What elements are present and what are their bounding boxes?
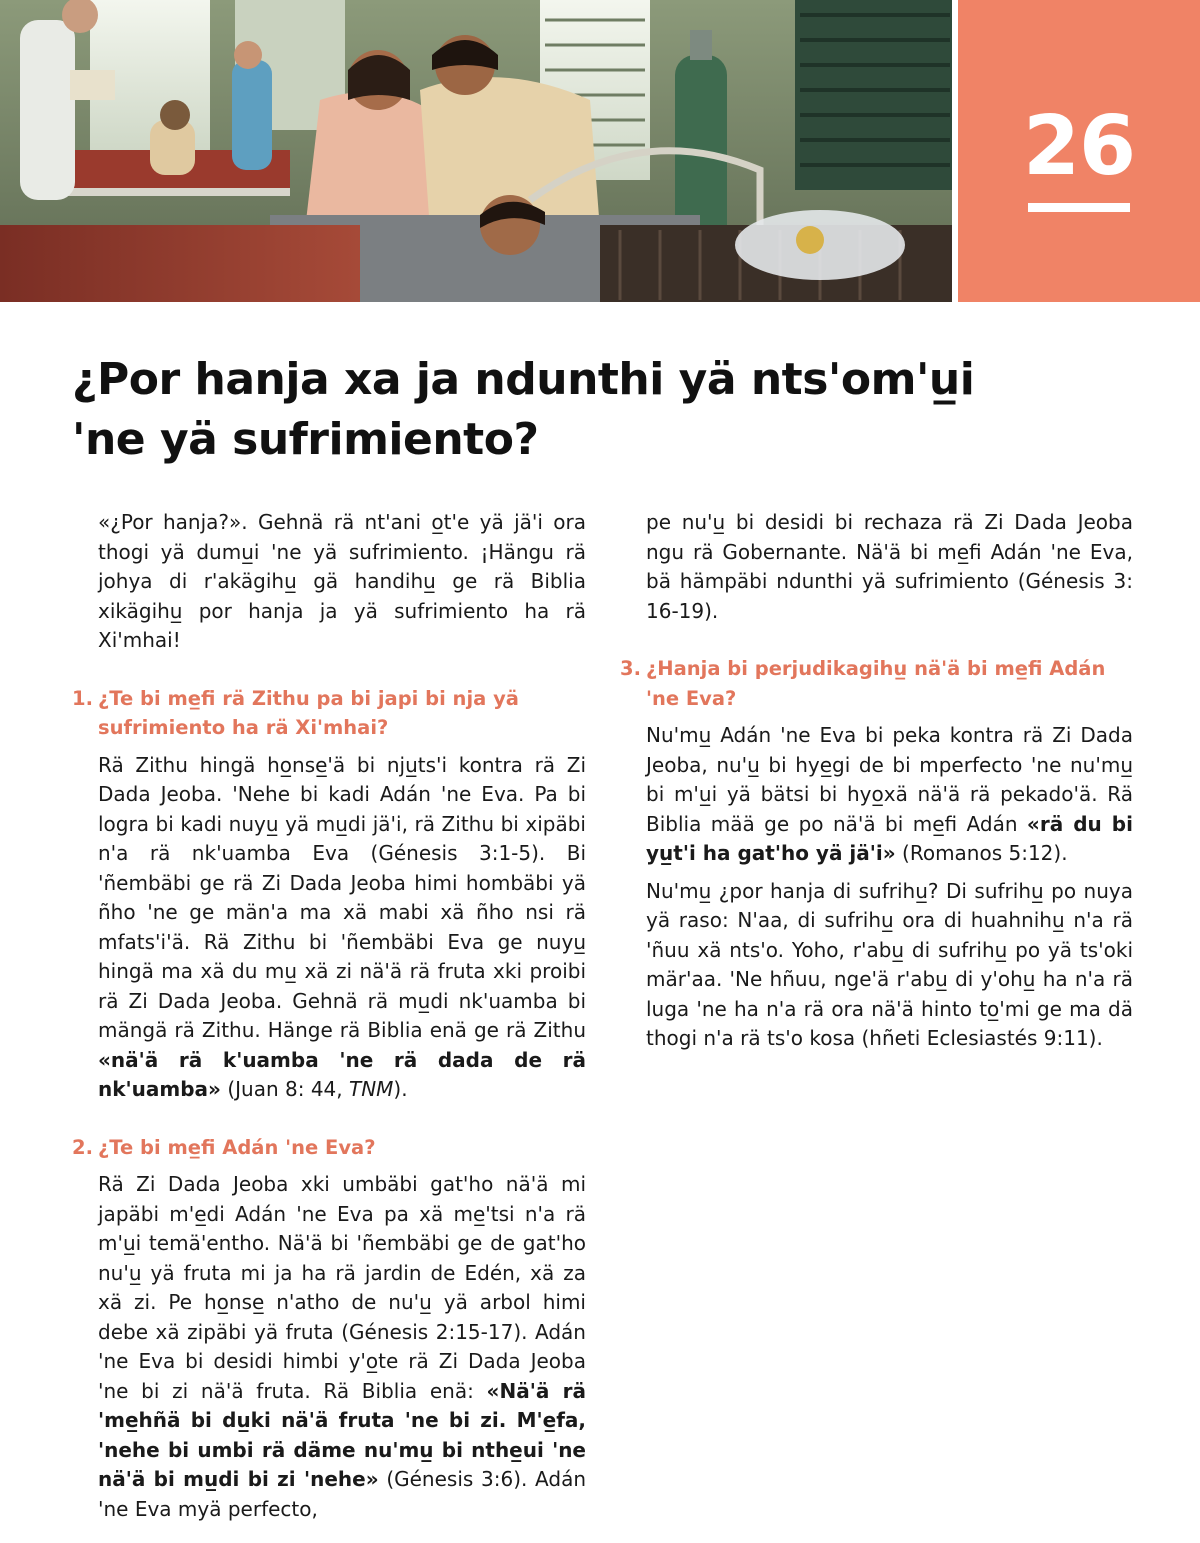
page-title	[72, 350, 1132, 470]
left-column	[72, 508, 587, 1532]
q1-ref-italic: TNM	[348, 1077, 394, 1101]
q1-ref: (Juan 8: 44,	[220, 1077, 349, 1101]
question-2-heading	[72, 1133, 586, 1163]
q3-quote: «rä du bi yu̲t'i ha gat'ho yä jä'i»	[646, 811, 1133, 865]
question-3-heading	[620, 654, 1133, 713]
q3-end: (Romanos 5:12).	[895, 841, 1068, 865]
q2-end: (Génesis 3:6). Adán 'ne Eva myä perfecto,	[98, 1467, 587, 1521]
question-3-number: 3.	[620, 657, 641, 680]
question-3-text: ¿Hanja bi perjudikagihu̲ nä'ä bi me̲fi Adán 'ne Eva?	[646, 657, 1106, 710]
question-3-paragraph-1	[646, 721, 1133, 869]
q2-quote: «Nä'ä rä 'me̲hñä bi du̲ki nä'ä fruta 'ne bi zi. M'e̲fa, 'nehe bi umbi rä däme nu'mu̲ bi nthe̲ui 'ne nä'ä bi mu̲di bi zi 'nehe»	[98, 1378, 586, 1491]
q1-ref-end: ).	[393, 1077, 408, 1101]
question-1-number: 1.	[72, 686, 93, 710]
lesson-number-badge	[958, 0, 1200, 302]
right-column	[620, 508, 1133, 1062]
question-3-paragraph-2: Nu'mu̲ ¿por hanja di sufrihu̲? Di sufrihu̲ po nuya yä raso: N'aa, di sufrihu̲ ora di huahnihu̲ n'a rä 'ñuu xä nts'o. Yoho, r'abu̲ di sufrihu̲ po yä ts'oki mär'aa. 'Ne hñuu, nge'ä r'abu̲ di y'ohu̲ ha n'a rä luga 'ne ha n'a rä ora nä'ä hinto to̲'mi ge ma dä thogi n'a rä ts'o kosa (hñeti Eclesiastés 9:11).	[646, 878, 1133, 1050]
question-1-paragraph	[98, 751, 586, 1105]
q1-quote: «nä'ä rä k'uamba 'ne rä dada de rä nk'uamba»	[98, 1047, 586, 1101]
question-2-paragraph-continued: pe nu'u̲ bi desidi bi rechaza rä Zi Dada Jeoba ngu rä Gobernante. Nä'ä bi me̲fi Adán 'ne Eva, bä hämpäbi ndunthi yä sufrimiento (Génesis 3: 16-19).	[646, 510, 1133, 623]
hero-photo	[0, 0, 952, 302]
badge-underline	[1028, 203, 1130, 212]
question-1-heading	[72, 684, 586, 743]
question-2-paragraph	[98, 1170, 586, 1524]
intro-paragraph: «¿Por hanja?». Gehnä rä nt'ani o̲t'e yä jä'i ora thogi yä dumu̲i 'ne yä sufrimiento. ¡Hängu rä johya di r'akägihu̲ gä handihu̲ ge rä Biblia xikägihu̲ por hanja ja yä sufrimiento ha rä Xi'mhai!	[98, 510, 586, 652]
question-2-number: 2.	[72, 1135, 93, 1159]
q2-text: Rä Zi Dada Jeoba xki umbäbi gat'ho nä'ä mi japäbi m'e̲di Adán 'ne Eva pa xä me̲'tsi n'a rä m'u̲i temä'entho. Nä'ä bi 'ñembäbi ge de gat'ho nu'u̲ yä fruta mi ja ha rä jardin de Edén, xä za xä zi. Pe ho̲nse̲ n'atho de nu'u̲ yä arbol himi debe xä zipäbi yä fruta (Génesis 2:15-17). Adán 'ne Eva bi desidi himbi y'o̲te rä Zi Dada Jeoba 'ne bi zi nä'ä fruta. Rä Biblia enä:	[98, 1172, 586, 1403]
question-2-text: ¿Te bi me̲fi Adán 'ne Eva?	[98, 1135, 376, 1159]
title-line-2: 'ne yä sufrimiento?	[72, 414, 539, 465]
q3-text: Nu'mu̲ Adán 'ne Eva bi peka kontra rä Zi Dada Jeoba, nu'u̲ bi hye̲gi de bi mperfecto 'ne nu'mu̲ bi m'u̲i yä bätsi bi hyo̲xä nä'ä rä pekado'ä. Rä Biblia mää ge po nä'ä bi me̲fi Adán	[646, 723, 1133, 836]
hospital-scene-image	[0, 0, 952, 302]
title-line-1: ¿Por hanja xa ja ndunthi yä nts'om'u̲i	[72, 354, 975, 405]
question-1-text: ¿Te bi me̲fi rä Zithu pa bi japi bi nja yä sufrimiento ha rä Xi'mhai?	[98, 686, 519, 739]
q1-text: Rä Zithu hingä ho̲nse̲'ä bi nju̲ts'i kontra rä Zi Dada Jeoba. 'Nehe bi kadi Adán 'ne Eva. Pa bi logra bi kadi nuyu̲ yä mu̲di jä'i, rä Zithu bi xipäbi n'a rä nk'uamba Eva (Génesis 3:1-5). Bi 'ñembäbi ge rä Zi Dada Jeoba himi hombäbi yä ñho 'ne ge män'a ma xä mabi xä ñho nsi rä mfats'i'ä. Rä Zithu bi 'ñembäbi Eva ge nuyu̲ hingä ma xä du mu̲ xä zi nä'ä rä fruta xki proibi rä Zi Dada Jeoba. Gehnä rä mu̲di nk'uamba bi mängä rä Zithu. Hänge rä Biblia enä ge rä Zithu	[98, 752, 586, 1042]
lesson-number: 26	[1022, 99, 1136, 194]
